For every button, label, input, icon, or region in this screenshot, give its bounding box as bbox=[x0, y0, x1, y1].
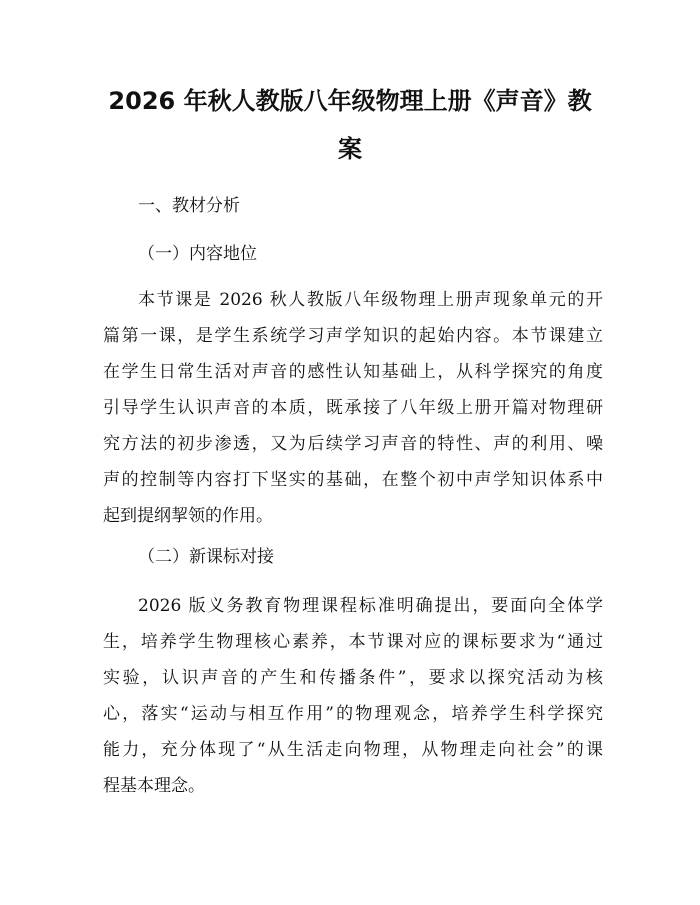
section-heading-teaching-material-analysis: 一、教材分析 bbox=[138, 196, 240, 216]
subsection-heading-content-position: （一）内容地位 bbox=[138, 244, 257, 264]
paragraph-line: 篇第一课，是学生系统学习声学知识的起始内容。本节课建立 bbox=[103, 326, 603, 346]
paragraph-line: 生，培养学生物理核心素养，本节课对应的课标要求为“通过 bbox=[103, 632, 603, 652]
paragraph-line: 程基本理念。 bbox=[103, 776, 205, 796]
paragraph-line: 心，落实“运动与相互作用”的物理观念，培养学生科学探究 bbox=[103, 704, 603, 724]
paragraph-curriculum-standard bbox=[103, 588, 603, 804]
paragraph-line: 究方法的初步渗透，又为后续学习声音的特性、声的利用、噪 bbox=[103, 434, 603, 454]
paragraph-line: 起到提纲挈领的作用。 bbox=[103, 506, 273, 526]
paragraph-line: 引导学生认识声音的本质，既承接了八年级上册开篇对物理研 bbox=[103, 398, 603, 418]
subsection-heading-curriculum-standard: （二）新课标对接 bbox=[138, 547, 274, 567]
paragraph-line: 2026 版义务教育物理课程标准明确提出，要面向全体学 bbox=[138, 596, 603, 616]
paragraph-line: 实验，认识声音的产生和传播条件”，要求以探究活动为核 bbox=[103, 668, 603, 688]
paragraph-line: 在学生日常生活对声音的感性认知基础上，从科学探究的角度 bbox=[103, 362, 603, 382]
paragraph-line: 本节课是 2026 秋人教版八年级物理上册声现象单元的开 bbox=[138, 290, 603, 310]
paragraph-line: 能力，充分体现了“从生活走向物理，从物理走向社会”的课 bbox=[103, 740, 603, 760]
paragraph-content-position bbox=[103, 282, 603, 534]
document-title-line-1: 2026 年秋人教版八年级物理上册《声音》教 bbox=[108, 87, 592, 115]
paragraph-line: 声的控制等内容打下坚实的基础，在整个初中声学知识体系中 bbox=[103, 470, 603, 490]
document-title-line-2: 案 bbox=[338, 135, 362, 163]
